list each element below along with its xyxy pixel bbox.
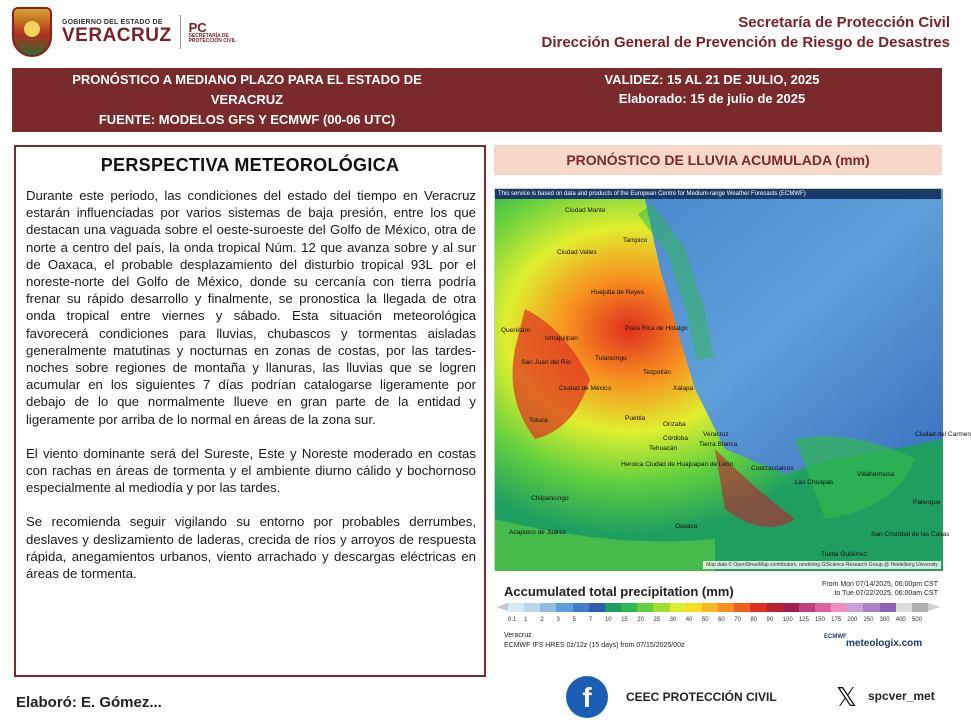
city-label: Chilpancingo [531, 495, 569, 502]
legend-swatch [847, 603, 863, 612]
city-label: Tehuacán [649, 445, 678, 452]
legend-tick-label: 25 [653, 617, 661, 623]
legend-swatch [912, 603, 928, 612]
legend-tick-label: 30 [669, 617, 677, 623]
legend-tick-label: 80 [750, 617, 758, 623]
city-label: Tulancingo [595, 355, 627, 362]
pc-logo-subtext: SECRETARÍA DE PROTECCIÓN CIVIL [188, 32, 237, 44]
legend-tick-label: 70 [734, 617, 741, 623]
facebook-label[interactable]: CEEC PROTECCIÓN CIVIL [626, 690, 777, 704]
city-label: Las Choapas [795, 479, 834, 486]
city-label: Oaxaca [675, 523, 698, 530]
legend-swatch [540, 603, 556, 612]
city-label: Acapulco de Juárez [509, 529, 567, 536]
map-credit: Map data © OpenStreetMap contributors, rendering GIScience Research Group @ Heidelberg University [703, 561, 941, 569]
legend-swatch [831, 603, 847, 612]
state-shield-icon [12, 7, 52, 57]
banner-title-line-1: PRONÓSTICO A MEDIANO PLAZO PARA EL ESTADO DE [72, 72, 422, 87]
legend-tick-label: 250 [863, 617, 874, 623]
legend-swatch [767, 603, 783, 612]
city-label: Ciudad Mante [565, 207, 606, 214]
legend-tick-label: 5 [572, 617, 576, 623]
precipitation-map-graphic [495, 189, 943, 571]
legend-arrow-right-icon [928, 603, 940, 611]
city-label: Veracruz [703, 431, 729, 438]
city-label: San Juan del Río [521, 359, 571, 366]
city-label: Tampico [623, 237, 648, 244]
x-twitter-icon[interactable]: 𝕏 [836, 682, 857, 712]
legend-tick-label: 50 [701, 617, 709, 623]
legend-swatch [718, 603, 734, 612]
city-label: Palenque [913, 499, 941, 506]
legend-swatch [621, 603, 637, 612]
outlook-panel [14, 145, 486, 677]
city-label: Toluca [529, 417, 548, 424]
legend-model: ECMWF IFS HRES 0z/12z (15 days) from 07/15/2025/00z [504, 642, 685, 649]
legend-swatch [702, 603, 718, 612]
legend-swatch [734, 603, 750, 612]
legend-swatch [556, 603, 572, 612]
facebook-icon[interactable]: f [566, 676, 608, 718]
legend-swatch [508, 603, 524, 612]
legend-color-bar [508, 603, 928, 612]
legend-tick-label: 40 [685, 617, 693, 623]
map-service-note: This service is based on data and products of the European Centre for Medium-range Weather Forecasts (ECMWF) [495, 189, 941, 199]
gov-small-text: GOBIERNO DEL ESTADO DE [62, 19, 163, 26]
city-label: Ciudad de México [559, 385, 612, 392]
legend-swatch [880, 603, 896, 612]
government-logo [12, 6, 259, 58]
legend-tick-label: 175 [831, 617, 842, 623]
elaborated-date: Elaborado: 15 de julio de 2025 [618, 91, 806, 106]
banner-title-line-2: VERACRUZ [210, 92, 284, 107]
legend-tick-label: 500 [911, 617, 922, 623]
legend-tick-label: 2 [540, 617, 544, 623]
legend-tick-label: 7 [588, 617, 593, 623]
legend-title: Accumulated total precipitation (mm) [504, 584, 734, 599]
precipitation-map [494, 188, 971, 570]
pc-logo-text: PC [188, 19, 207, 35]
x-label[interactable]: spcver_met [868, 689, 935, 703]
logo-divider [180, 15, 181, 49]
legend-range-from: From Mon 07/14/2025, 06:00pm CST [822, 581, 938, 588]
outlook-paragraph: Durante este periodo, las condiciones del estado del tiempo en Veracruz estarán influenciadas por varios sistemas de baja presión, entre los que destacan una vaguada sobre el oeste-suroeste del Golfo de México, otra de norte a centro del país, la onda tropical Núm. 12 que avanza sobre y al sur de Oaxaca, el probable desplazamiento del disturbio tropical 93L por el noreste-norte del Golfo de México, donde su cercanía con tierra podría frenar su rápido desarrollo y finalmente, se pronostica la llegada de otra onda tropical entre viernes y sábado. Esta situación meteorológica favorecerá condiciones para lluvias, chubascos y tormentas aisladas generalmente matutinas y nocturnas en zonas de costas, por las tardes-noches sobre regiones de montaña y llanuras, las lluvias que se logren acumular en los siguientes 7 días podrían catalogarse ligeramente por debajo de lo que normalmente llueve en gran parte de la entidad y ligeramente por arriba de lo normal en áreas de la zona sur. [26, 188, 476, 427]
rain-forecast-title: PRONÓSTICO DE LLUVIA ACUMULADA (mm) [494, 145, 942, 175]
legend-range [822, 580, 938, 598]
city-label: San Cristóbal de las Casas [871, 531, 950, 538]
banner-validity [482, 70, 942, 108]
legend-arrow-left-icon [496, 603, 508, 611]
city-label: Poza Rica de Hidalgo [625, 325, 688, 332]
legend-region: Veracruz [504, 632, 532, 639]
outlook-paragraph: Se recomienda seguir vigilando su entorno por probables derrumbes, deslaves y deslizamiento de laderas, crecida de ríos y arroyos de respuesta rápida, anegamientos urbanos, viento arrachado y descargas eléctricas en áreas de tormenta. [26, 514, 476, 582]
city-label: Tuxtla Gutiérrez [821, 551, 867, 558]
legend-tick-label: 100 [782, 617, 793, 623]
author-credit: Elaboró: E. Gómez... [16, 694, 162, 711]
legend-tick-label: 10 [604, 617, 612, 623]
outlook-body [26, 187, 476, 599]
legend-swatch [783, 603, 799, 612]
legend-swatch [637, 603, 653, 612]
legend-tick-label: 90 [766, 617, 774, 623]
precipitation-legend [494, 578, 942, 660]
city-label: Xalapa [673, 385, 694, 392]
legend-tick-label: 3 [556, 617, 560, 623]
legend-tick-label: 125 [798, 617, 809, 623]
legend-swatch [799, 603, 815, 612]
legend-swatch [750, 603, 766, 612]
gov-big-text: VERACRUZ [62, 25, 172, 46]
city-label: Tezpotlán [643, 369, 671, 376]
legend-swatch [653, 603, 669, 612]
agency-line-2: Dirección General de Prevención de Riesgo de Desastres [541, 34, 950, 51]
legend-swatch [896, 603, 912, 612]
agency-block [541, 14, 950, 51]
city-label: Córdoba [663, 435, 688, 442]
legend-swatch [815, 603, 831, 612]
legend-tick-label: 0.1 [508, 617, 517, 623]
legend-swatch [524, 603, 540, 612]
legend-tick-label: 15 [621, 617, 628, 623]
city-label: Huejutla de Reyes [591, 289, 645, 296]
banner-title [12, 70, 482, 130]
city-label: Orizaba [663, 421, 686, 428]
banner-title-line-3: FUENTE: MODELOS GFS Y ECMWF (00-06 UTC) [98, 112, 396, 127]
gov-text [62, 19, 172, 45]
city-label: Ciudad del Carmen [915, 431, 971, 438]
city-label: Querétaro [501, 327, 531, 334]
legend-range-to: to Tue 07/22/2025, 06:00am CST [834, 590, 938, 597]
legend-tick-label: 60 [718, 617, 725, 623]
legend-tick-label: 150 [814, 617, 825, 623]
city-label: Ixmiquilpan [545, 335, 578, 342]
city-label: Coatzacoalcos [751, 465, 794, 472]
pc-logo [189, 21, 259, 44]
city-label: Puebla [625, 415, 646, 422]
legend-swatch [605, 603, 621, 612]
agency-line-1: Secretaría de Protección Civil [738, 14, 950, 31]
city-label: Ciudad Valles [557, 249, 597, 256]
legend-tick-label: 200 [847, 617, 858, 623]
outlook-paragraph: El viento dominante será del Sureste, Este y Noreste moderado en costas con rachas en áreas de tormenta y el ambiente diurno cálido y bochornoso especialmente al mediodía y por las tardes. [26, 445, 476, 496]
validity-text: VALIDEZ: 15 AL 21 DE JULIO, 2025 [604, 72, 820, 87]
legend-swatch [589, 603, 605, 612]
title-banner [12, 68, 942, 132]
city-label: Tierra Blanca [699, 441, 738, 448]
city-label: Villahermosa [857, 471, 895, 478]
legend-swatch [670, 603, 686, 612]
legend-tick-label: 1 [524, 617, 528, 623]
legend-ticks [508, 617, 928, 623]
meteologix-logo: meteologix.com [846, 638, 923, 649]
legend-tick-label: 20 [637, 617, 644, 623]
legend-swatch [863, 603, 879, 612]
city-label: Heroica Ciudad de Huajuapan de León [621, 461, 734, 468]
legend-swatch [573, 603, 589, 612]
outlook-title: PERSPECTIVA METEOROLÓGICA [100, 155, 400, 175]
legend-tick-label: 300 [879, 617, 890, 623]
legend-swatch [686, 603, 702, 612]
ecmwf-logo: ECMWF [824, 634, 847, 640]
legend-tick-label: 400 [895, 617, 906, 623]
